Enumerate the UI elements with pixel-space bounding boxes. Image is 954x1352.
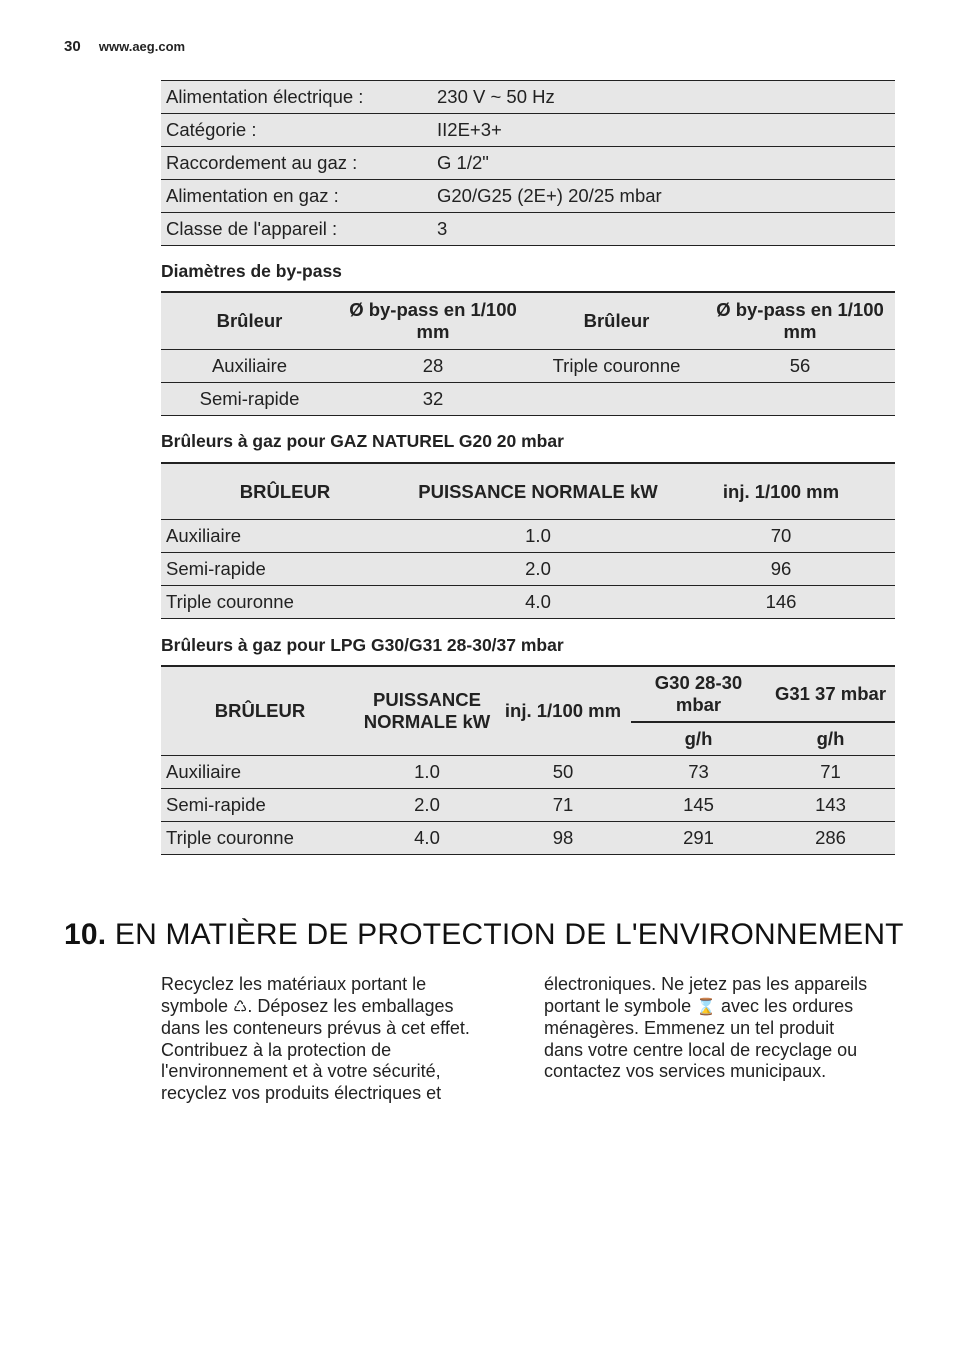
paragraph: [161, 974, 491, 1040]
paragraph: Contribuez à la protection de l'environnement et à votre sécurité, recyclez vos produits électriques et: [161, 1039, 442, 1103]
table-cell: 32: [338, 383, 528, 416]
page-number: 30: [64, 38, 81, 55]
spec-label: Alimentation en gaz :: [161, 180, 437, 213]
table-cell: Semi-rapide: [161, 789, 359, 822]
column-header: PUISSANCE NORMALE kW: [409, 463, 667, 520]
table-cell: 145: [631, 789, 766, 822]
table-cell: 1.0: [409, 520, 667, 553]
column-header: BRÛLEUR: [161, 666, 359, 756]
text-column-right: [544, 974, 874, 1083]
table-header-row: [161, 463, 895, 520]
table-cell: 96: [667, 553, 895, 586]
paragraph-text: . Déposez les emballages dans les conteneurs prévus à cet effet.: [161, 995, 470, 1038]
table-cell: Auxiliaire: [161, 350, 338, 383]
spec-table: [161, 80, 895, 246]
column-header: Brûleur: [528, 292, 705, 350]
column-subheader: g/h: [766, 722, 895, 756]
table-header-row: [161, 292, 895, 350]
page-header: [64, 38, 185, 55]
table-row: [161, 81, 895, 114]
table-cell: 4.0: [409, 586, 667, 619]
column-header: PUISSANCE NORMALE kW: [359, 666, 495, 756]
natural-gas-table: [161, 462, 895, 619]
table-row: [161, 114, 895, 147]
lpg-heading: Brûleurs à gaz pour LPG G30/G31 28-30/37 mbar: [161, 635, 564, 655]
recycle-icon: ♺: [233, 998, 248, 1016]
table-cell: 146: [667, 586, 895, 619]
column-header: Ø by-pass en 1/100 mm: [705, 292, 895, 350]
table-cell: 291: [631, 822, 766, 855]
table-cell: 1.0: [359, 756, 495, 789]
spec-label: Alimentation électrique :: [161, 81, 437, 114]
table-row: [161, 383, 895, 416]
spec-value: G20/G25 (2E+) 20/25 mbar: [437, 180, 895, 213]
table-row: [161, 147, 895, 180]
section-title: [64, 918, 904, 952]
spec-value: G 1/2": [437, 147, 895, 180]
crossed-bin-icon: ⌛: [696, 998, 717, 1016]
table-cell: Triple couronne: [528, 350, 705, 383]
table-row: [161, 520, 895, 553]
table-cell: 50: [495, 756, 631, 789]
table-row: [161, 180, 895, 213]
table-cell: Triple couronne: [161, 822, 359, 855]
column-header: Ø by-pass en 1/100 mm: [338, 292, 528, 350]
bypass-heading: Diamètres de by-pass: [161, 261, 342, 281]
table-cell: 2.0: [359, 789, 495, 822]
table-cell: 2.0: [409, 553, 667, 586]
column-header: inj. 1/100 mm: [667, 463, 895, 520]
table-cell: 70: [667, 520, 895, 553]
lpg-table: [161, 665, 895, 855]
spec-value: 230 V ~ 50 Hz: [437, 81, 895, 114]
table-cell: 71: [766, 756, 895, 789]
table-cell: Semi-rapide: [161, 383, 338, 416]
table-cell: 286: [766, 822, 895, 855]
column-header: G30 28-30 mbar: [631, 666, 766, 722]
table-cell: 73: [631, 756, 766, 789]
paragraph: [544, 974, 874, 1083]
table-cell: 56: [705, 350, 895, 383]
spec-label: Classe de l'appareil :: [161, 213, 437, 246]
table-cell: [528, 383, 705, 416]
section-title-text: EN MATIÈRE DE PROTECTION DE L'ENVIRONNEMENT: [114, 918, 904, 951]
table-row: [161, 789, 895, 822]
table-row: [161, 213, 895, 246]
site-url: www.aeg.com: [98, 39, 186, 54]
column-subheader: g/h: [631, 722, 766, 756]
column-header: G31 37 mbar: [766, 666, 895, 722]
paragraph-text: Recyclez les matériaux portant le symbole: [161, 974, 427, 1016]
column-header: BRÛLEUR: [161, 463, 409, 520]
column-header: Brûleur: [161, 292, 338, 350]
spec-value: II2E+3+: [437, 114, 895, 147]
table-cell: 28: [338, 350, 528, 383]
spec-value: 3: [437, 213, 895, 246]
table-row: [161, 756, 895, 789]
bypass-table: [161, 291, 895, 416]
table-cell: Auxiliaire: [161, 520, 409, 553]
table-cell: 4.0: [359, 822, 495, 855]
paragraph-text: électroniques. Ne jetez pas les appareils portant le symbole: [544, 974, 868, 1016]
table-cell: 98: [495, 822, 631, 855]
spec-label: Catégorie :: [161, 114, 437, 147]
table-cell: 71: [495, 789, 631, 822]
table-row: [161, 553, 895, 586]
table-row: [161, 350, 895, 383]
table-cell: Semi-rapide: [161, 553, 409, 586]
table-cell: Triple couronne: [161, 586, 409, 619]
table-cell: Auxiliaire: [161, 756, 359, 789]
table-cell: [705, 383, 895, 416]
paragraph-text: avec les ordures ménagères. Emmenez un tel produit dans votre centre local de recyclage ou contactez vos services municipaux.: [544, 995, 858, 1081]
table-row: [161, 586, 895, 619]
table-cell: 143: [766, 789, 895, 822]
column-header: inj. 1/100 mm: [495, 666, 631, 756]
spec-label: Raccordement au gaz :: [161, 147, 437, 180]
table-header-row: [161, 666, 895, 722]
section-number: 10.: [64, 918, 107, 951]
table-row: [161, 822, 895, 855]
text-column-left: [161, 974, 491, 1104]
natural-gas-heading: Brûleurs à gaz pour GAZ NATUREL G20 20 mbar: [161, 431, 564, 451]
